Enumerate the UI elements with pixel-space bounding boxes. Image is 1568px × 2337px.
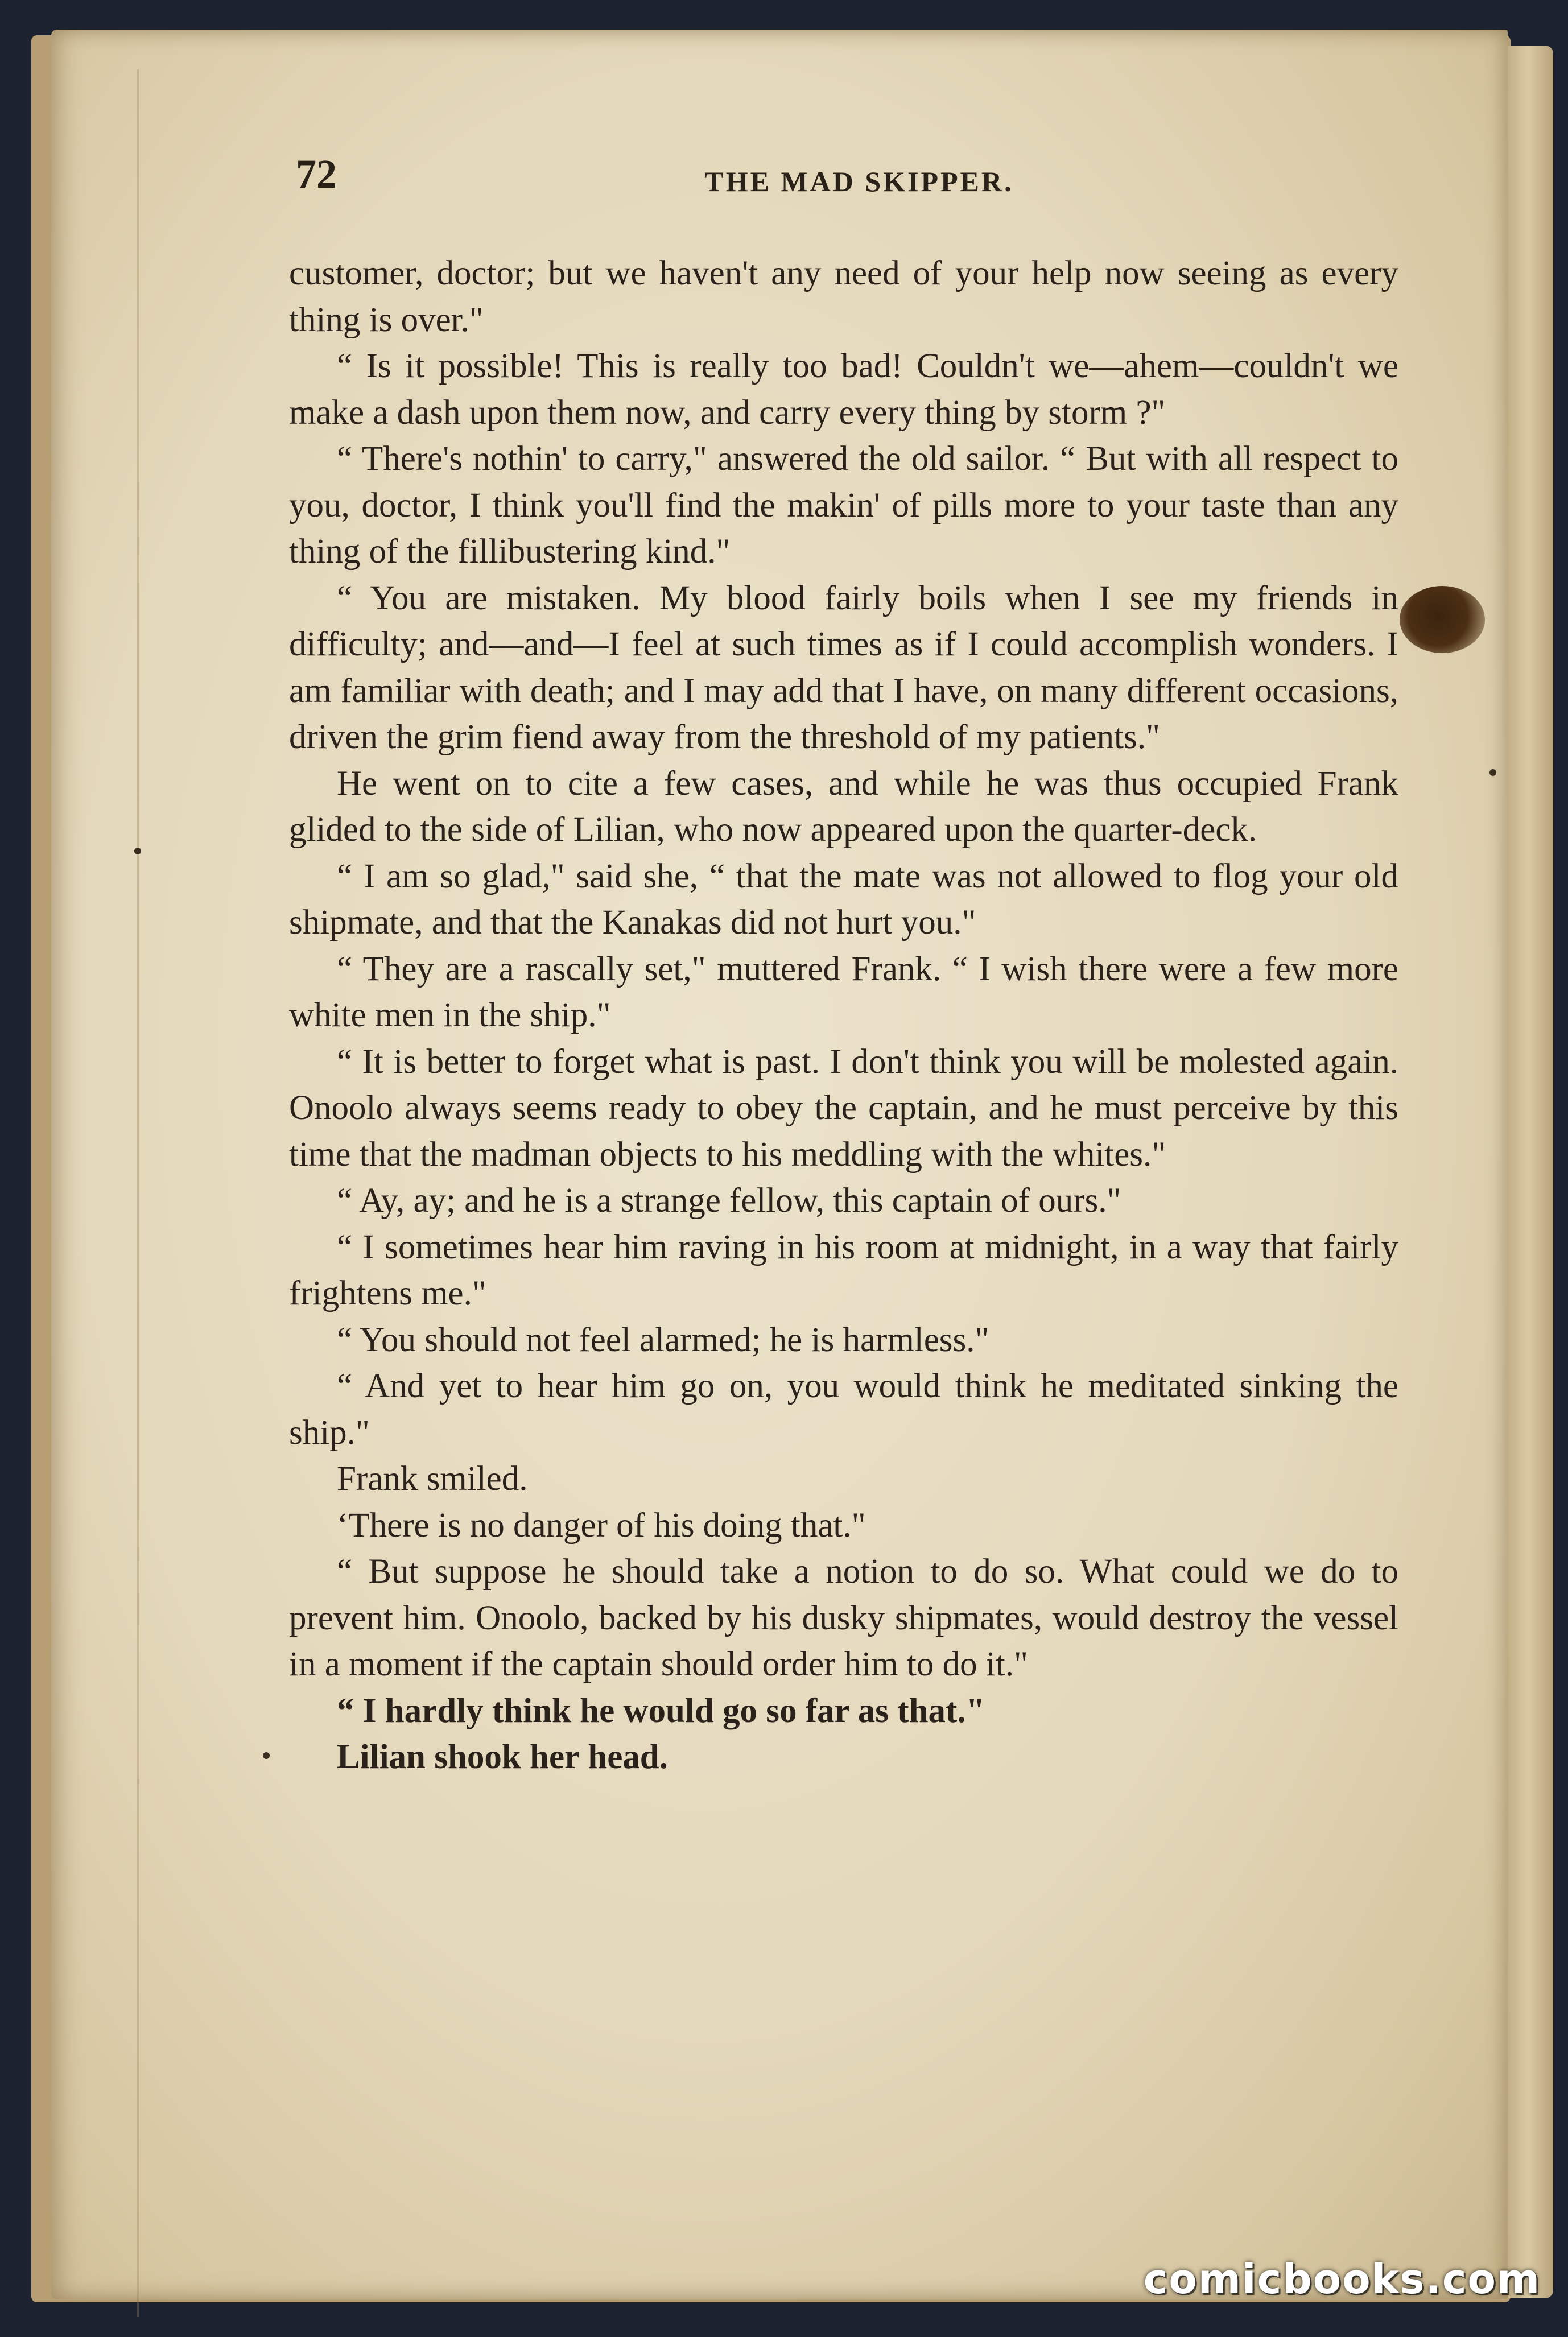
paragraph: “ It is better to forget what is past. I don't think you will be molested again. Onoolo always seems ready to obey the captain, and he must perceive by this time that the madman objects to his meddling with the whites.": [289, 1042, 1398, 1174]
paragraph: “ I hardly think he would go so far as that.": [337, 1691, 985, 1730]
paragraph: “ But suppose he should take a notion to do so. What could we do to prevent him. Onoolo, backed by his dusky shipmates, would destroy the vessel in a moment if the captain should order him to do it.": [289, 1553, 1398, 1683]
paragraph: “ You are mistaken. My blood fairly boils when I see my friends in difficulty; and—and—I feel at such times as if I could accomplish wonders. I am familiar with death; and I may add that I have, on many different occasions, driven the grim fiend away from the threshold of my patients.": [289, 579, 1398, 756]
paragraph: He went on to cite a few cases, and while he was thus occupied Frank glided to the side of Lilian, who now appeared upon the quarter-deck.: [289, 764, 1398, 849]
paper-speck: [1489, 769, 1496, 776]
paper-speck: [134, 848, 141, 854]
gutter-shadow: [137, 69, 139, 2317]
page-number: 72: [296, 151, 337, 197]
paragraph: ‘There is no danger of his doing that.": [337, 1506, 866, 1545]
paragraph: “ You should not feel alarmed; he is harmless.": [337, 1320, 989, 1359]
paragraph: customer, doctor; but we haven't any need of your help now seeing as every thing is over.": [289, 254, 1398, 339]
paragraph: “ I am so glad," said she, “ that the mate was not allowed to flog your old shipmate, and that the Kanakas did not hurt you.": [289, 857, 1398, 942]
site-watermark: comicbooks.com: [1143, 2255, 1541, 2303]
paragraph: “ They are a rascally set," muttered Frank. “ I wish there were a few more white men in the ship.": [289, 949, 1398, 1034]
paper-speck: [263, 1752, 270, 1759]
paragraph: “ And yet to hear him go on, you would think he meditated sinking the ship.": [289, 1367, 1398, 1452]
ink-stain: [1400, 586, 1485, 653]
paragraph: “ I sometimes hear him raving in his room at midnight, in a way that fairly frightens me.": [289, 1228, 1398, 1312]
running-head: THE MAD SKIPPER.: [704, 166, 1014, 197]
paragraph: “ Is it possible! This is really too bad! Couldn't we—ahem—couldn't we make a dash upon them now, and carry every thing by storm ?": [289, 347, 1398, 432]
page-header: [296, 149, 1422, 212]
paragraph: Frank smiled.: [337, 1460, 528, 1498]
paragraph: Lilian shook her head.: [337, 1738, 668, 1776]
body-text: [289, 250, 1398, 1781]
paragraph: “ Ay, ay; and he is a strange fellow, this captain of ours.": [337, 1182, 1121, 1220]
paragraph: “ There's nothin' to carry," answered the old sailor. “ But with all respect to you, doctor, I think you'll find the makin' of pills more to your taste than any thing of the fillibustering kind.": [289, 440, 1398, 571]
